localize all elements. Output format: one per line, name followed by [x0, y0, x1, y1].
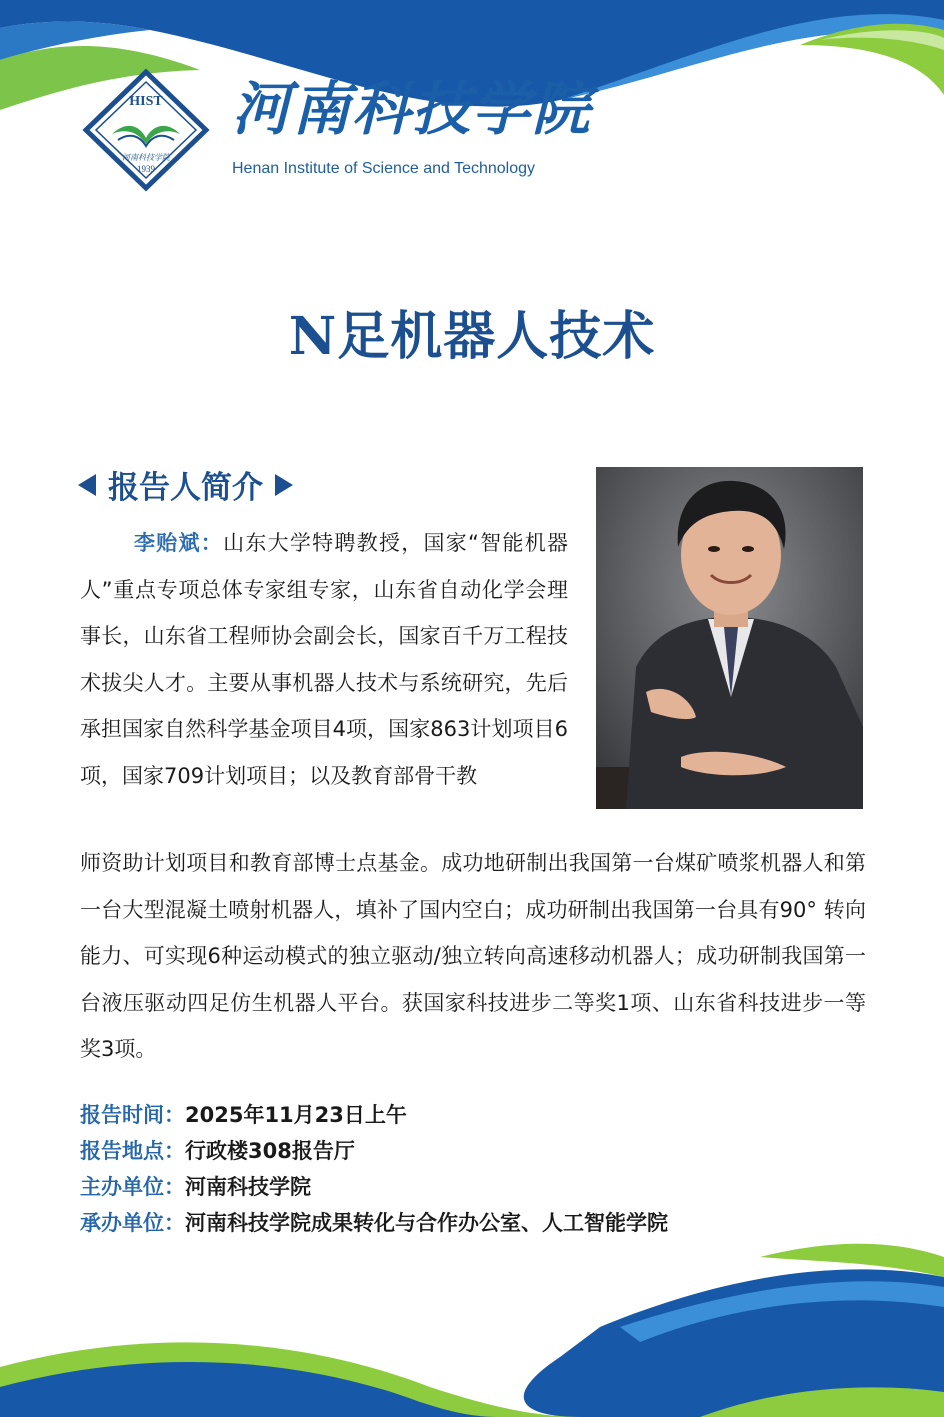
triangle-right-icon: [275, 474, 293, 496]
section-heading: [78, 462, 293, 507]
info-value: 行政楼308报告厅: [185, 1139, 355, 1163]
bottom-wave-decoration: [0, 1217, 944, 1417]
info-value: 河南科技学院成果转化与合作办公室、人工智能学院: [185, 1211, 668, 1235]
info-value: 河南科技学院: [185, 1175, 311, 1199]
info-label: 主办单位：: [80, 1175, 185, 1199]
logo-year: 1939: [137, 164, 155, 174]
school-logo: [82, 68, 210, 192]
school-name-cn: 河南科技学院: [232, 75, 593, 143]
triangle-left-icon: [78, 474, 96, 496]
info-row-host: [80, 1169, 668, 1205]
school-name-en: Henan Institute of Science and Technology: [232, 160, 536, 177]
info-label: 报告地点：: [80, 1139, 185, 1163]
logo-text-top: HIST: [129, 94, 163, 109]
speaker-name: 李贻斌：: [134, 531, 224, 555]
info-row-time: [80, 1097, 668, 1133]
page-title: N足机器人技术: [288, 306, 656, 367]
info-row-location: [80, 1133, 668, 1169]
speaker-bio-part2: 师资助计划项目和教育部博士点基金。成功地研制出我国第一台煤矿喷浆机器人和第一台大型混凝土喷射机器人，填补了国内空白；成功研制出我国第一台具有90° 转向能力、可实现6种运动模式的独立驱动/独立转向高速移动机器人；成功研制我国第一台液压驱动四足仿生机器人平台。获国家科技进步二等奖1项、山东省科技进步一等奖3项。: [80, 851, 866, 1061]
logo-text-script: 河南科技学院: [122, 153, 170, 162]
speaker-photo: [596, 467, 863, 809]
info-label: 承办单位：: [80, 1211, 185, 1235]
speaker-bio-top: [80, 520, 568, 799]
info-value: 2025年11月23日上午: [185, 1103, 407, 1127]
speaker-bio-part1: 山东大学特聘教授，国家“智能机器人”重点专项总体专家组专家，山东省自动化学会理事长，山东省工程师协会副会长，国家百千万工程技术拔尖人才。主要从事机器人技术与系统研究，先后承担国家自然科学基金项目4项，国家863计划项目6项，国家709计划项目；以及教育部骨干教: [80, 531, 568, 788]
info-label: 报告时间：: [80, 1103, 185, 1127]
section-heading-text: 报告人简介: [108, 470, 263, 506]
